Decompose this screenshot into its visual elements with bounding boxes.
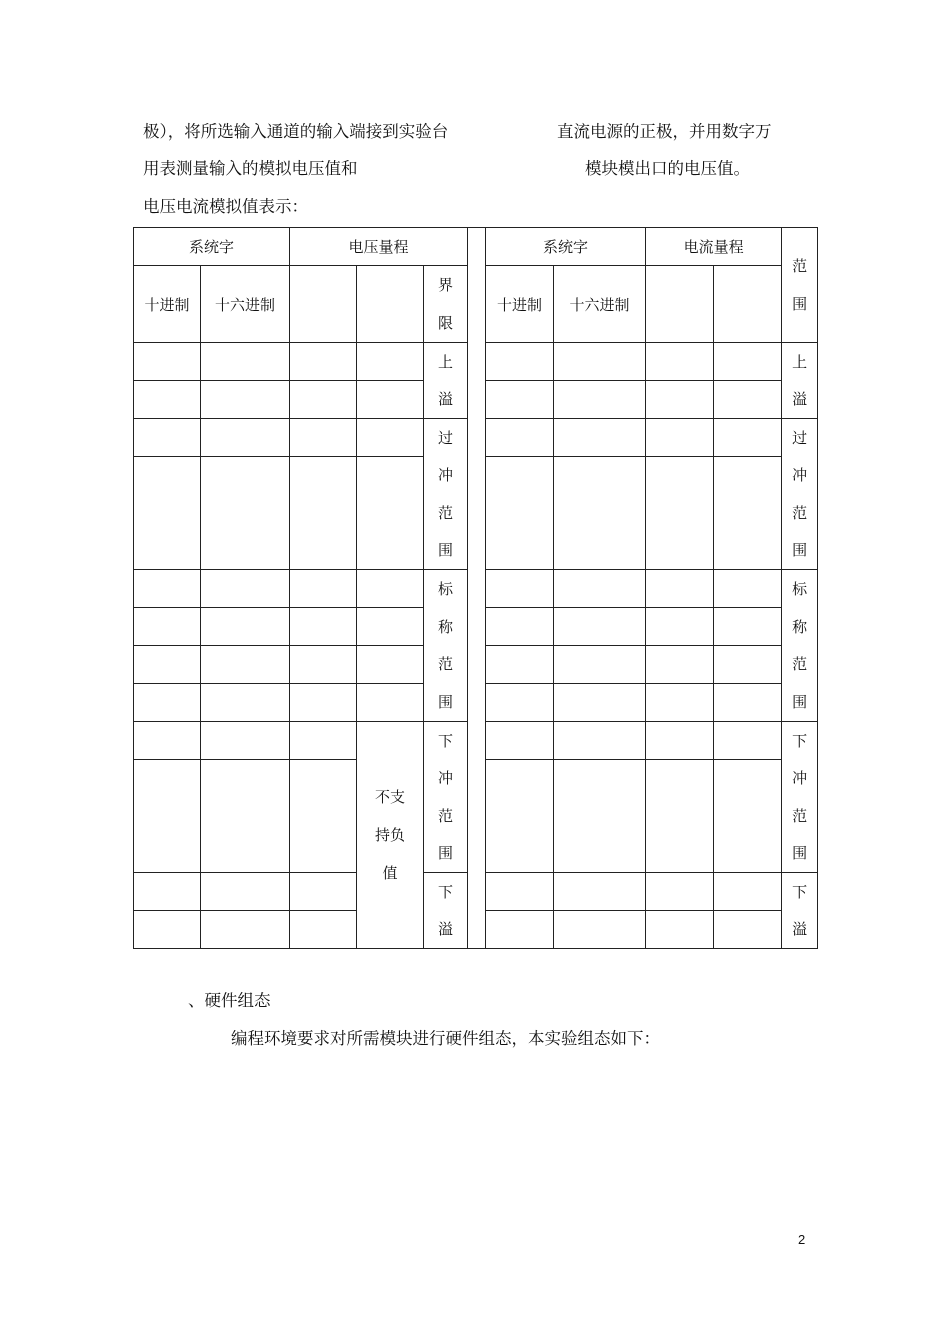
table-cell bbox=[201, 570, 290, 608]
table-cell bbox=[714, 911, 782, 949]
intro-line-2-right: 模块模出口的电压值。 bbox=[585, 159, 750, 178]
table-cell bbox=[134, 646, 201, 684]
voltage-overshoot-text: 过 冲 范 围 bbox=[438, 428, 454, 560]
table-cell bbox=[486, 608, 554, 646]
voltage-overflow-text: 上 溢 bbox=[438, 352, 454, 409]
table-cell bbox=[134, 760, 201, 873]
table-cell bbox=[646, 457, 714, 570]
table-cell bbox=[554, 722, 646, 760]
table-cell bbox=[201, 381, 290, 419]
current-undershoot-label bbox=[782, 722, 818, 873]
intro-line-2-left: 用表测量输入的模拟电压值和 bbox=[143, 159, 358, 178]
current-nominal-label bbox=[782, 570, 818, 722]
table-caption: 电压电流模拟值表示： bbox=[143, 197, 308, 216]
current-scope-header bbox=[782, 228, 818, 343]
table-cell bbox=[486, 343, 554, 381]
current-range-col-2 bbox=[714, 266, 782, 343]
table-cell bbox=[646, 419, 714, 457]
table-cell bbox=[554, 608, 646, 646]
voltage-range-header: 电压量程 bbox=[290, 228, 468, 266]
table-cell bbox=[290, 760, 357, 873]
current-overshoot-text: 过 冲 范 围 bbox=[792, 428, 808, 560]
table-cell bbox=[554, 381, 646, 419]
current-range-header: 电流量程 bbox=[646, 228, 782, 266]
table-cell bbox=[290, 419, 357, 457]
table-cell bbox=[201, 419, 290, 457]
current-overflow-label bbox=[782, 343, 818, 419]
table-cell bbox=[646, 608, 714, 646]
table-cell bbox=[554, 646, 646, 684]
table-cell bbox=[646, 911, 714, 949]
table-cell bbox=[134, 873, 201, 911]
current-underflow-text: 下 溢 bbox=[792, 882, 808, 939]
current-underflow-label bbox=[782, 873, 818, 949]
current-hex-header: 十六进制 bbox=[554, 266, 646, 343]
table-cell bbox=[486, 381, 554, 419]
table-cell bbox=[554, 684, 646, 722]
table-separator bbox=[468, 228, 486, 949]
table-cell bbox=[290, 911, 357, 949]
intro-line-1-left: 极），将所选输入通道的输入端接到实验台 bbox=[143, 122, 449, 141]
table-cell bbox=[554, 457, 646, 570]
table-cell bbox=[134, 419, 201, 457]
table-cell bbox=[290, 722, 357, 760]
current-nominal-text: 标 称 范 围 bbox=[792, 579, 808, 712]
voltage-underflow-text: 下 溢 bbox=[438, 882, 454, 939]
voltage-decimal-header: 十进制 bbox=[134, 266, 201, 343]
current-overshoot-label bbox=[782, 419, 818, 570]
table-cell bbox=[486, 646, 554, 684]
table-cell bbox=[357, 381, 424, 419]
table-cell bbox=[201, 646, 290, 684]
voltage-negative-note-text: 不支持负值 bbox=[375, 788, 406, 882]
table-cell bbox=[646, 684, 714, 722]
table-cell bbox=[646, 381, 714, 419]
table-cell bbox=[357, 684, 424, 722]
table-cell bbox=[134, 684, 201, 722]
table-cell bbox=[486, 684, 554, 722]
table-cell bbox=[201, 608, 290, 646]
table-cell bbox=[554, 873, 646, 911]
table-cell bbox=[714, 343, 782, 381]
voltage-underflow-label bbox=[424, 873, 468, 949]
table-cell bbox=[486, 419, 554, 457]
table-cell bbox=[714, 684, 782, 722]
table-cell bbox=[201, 873, 290, 911]
table-cell bbox=[486, 760, 554, 873]
page-number: 2 bbox=[798, 1232, 806, 1247]
table-cell bbox=[357, 419, 424, 457]
table-cell bbox=[290, 873, 357, 911]
table-cell bbox=[714, 722, 782, 760]
table-cell bbox=[290, 646, 357, 684]
table-cell bbox=[714, 457, 782, 570]
voltage-range-col-2 bbox=[357, 266, 424, 343]
table-cell bbox=[646, 760, 714, 873]
voltage-negative-note bbox=[357, 722, 424, 949]
voltage-overflow-label bbox=[424, 343, 468, 419]
voltage-hex-header: 十六进制 bbox=[201, 266, 290, 343]
table-cell bbox=[646, 722, 714, 760]
voltage-nominal-text: 标 称 范 围 bbox=[438, 579, 454, 712]
table-cell bbox=[290, 343, 357, 381]
table-cell bbox=[714, 381, 782, 419]
table-cell bbox=[554, 419, 646, 457]
table-cell bbox=[714, 646, 782, 684]
table-cell bbox=[134, 608, 201, 646]
table-cell bbox=[714, 608, 782, 646]
table-cell bbox=[646, 873, 714, 911]
table-cell bbox=[486, 457, 554, 570]
table-cell bbox=[201, 684, 290, 722]
current-range-col-1 bbox=[646, 266, 714, 343]
current-sys-word-header: 系统字 bbox=[486, 228, 646, 266]
table-cell bbox=[290, 684, 357, 722]
table-cell bbox=[201, 343, 290, 381]
table-cell bbox=[646, 646, 714, 684]
voltage-limit-header bbox=[424, 266, 468, 343]
table-cell bbox=[357, 646, 424, 684]
table-cell bbox=[554, 760, 646, 873]
table-cell bbox=[201, 457, 290, 570]
voltage-undershoot-label bbox=[424, 722, 468, 873]
table-cell bbox=[554, 911, 646, 949]
table-cell bbox=[134, 911, 201, 949]
voltage-range-col-1 bbox=[290, 266, 357, 343]
table-cell bbox=[646, 570, 714, 608]
current-undershoot-text: 下 冲 范 围 bbox=[792, 731, 808, 863]
table-cell bbox=[646, 343, 714, 381]
table-cell bbox=[486, 911, 554, 949]
table-cell bbox=[134, 570, 201, 608]
table-cell bbox=[134, 381, 201, 419]
table-cell bbox=[201, 760, 290, 873]
current-decimal-header: 十进制 bbox=[486, 266, 554, 343]
analog-value-table bbox=[133, 227, 818, 949]
table-cell bbox=[201, 722, 290, 760]
table-cell bbox=[357, 570, 424, 608]
table-cell bbox=[357, 343, 424, 381]
table-cell bbox=[201, 911, 290, 949]
table-cell bbox=[134, 343, 201, 381]
table-cell bbox=[134, 457, 201, 570]
voltage-limit-text: 界 限 bbox=[438, 276, 454, 333]
table-cell bbox=[486, 873, 554, 911]
table-cell bbox=[357, 457, 424, 570]
voltage-overshoot-label bbox=[424, 419, 468, 570]
section-body: 编程环境要求对所需模块进行硬件组态，本实验组态如下： bbox=[231, 1029, 660, 1048]
intro-line-1-right: 直流电源的正极，并用数字万 bbox=[557, 122, 772, 141]
voltage-nominal-label bbox=[424, 570, 468, 722]
table-cell bbox=[290, 570, 357, 608]
table-cell bbox=[554, 570, 646, 608]
table-cell bbox=[714, 419, 782, 457]
voltage-sys-word-header: 系统字 bbox=[134, 228, 290, 266]
table-cell bbox=[357, 608, 424, 646]
table-cell bbox=[486, 570, 554, 608]
table-cell bbox=[554, 343, 646, 381]
table-cell bbox=[134, 722, 201, 760]
section-heading: 、硬件组态 bbox=[188, 991, 271, 1010]
table-cell bbox=[290, 608, 357, 646]
current-overflow-text: 上 溢 bbox=[792, 352, 808, 409]
table-cell bbox=[714, 570, 782, 608]
table-cell bbox=[486, 722, 554, 760]
table-cell bbox=[290, 457, 357, 570]
table-cell bbox=[290, 381, 357, 419]
current-scope-text: 范 围 bbox=[792, 257, 808, 313]
table-cell bbox=[714, 760, 782, 873]
table-cell bbox=[714, 873, 782, 911]
voltage-undershoot-text: 下 冲 范 围 bbox=[438, 731, 454, 863]
